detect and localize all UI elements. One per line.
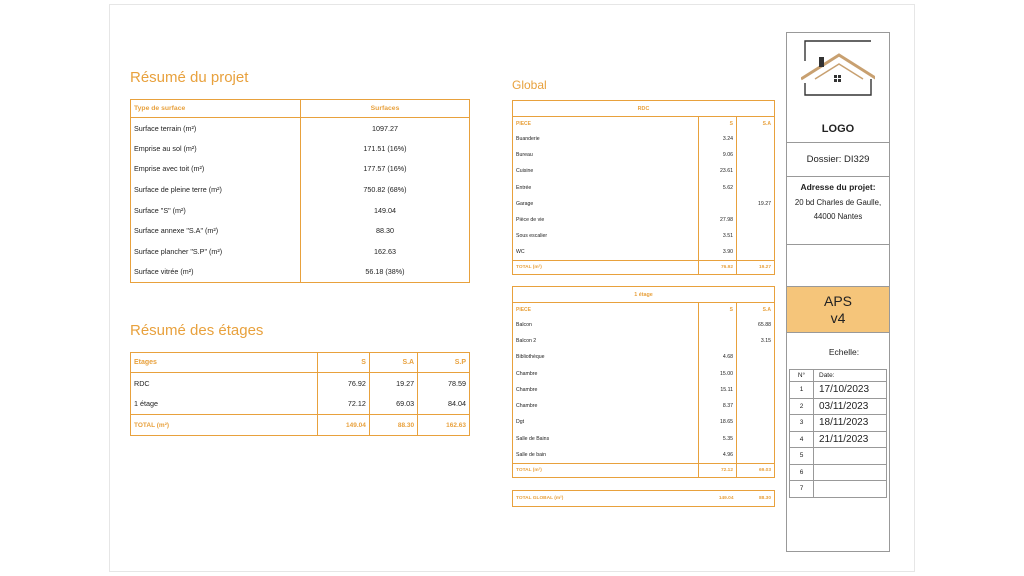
resume-etages-table <box>130 352 470 436</box>
room-row-cell: Dgt <box>513 414 699 430</box>
table-row <box>131 200 470 221</box>
table-row-cell: Surface annexe "S.A" (m²) <box>131 220 301 241</box>
total-row-cell: 88.30 <box>369 415 417 436</box>
room-row-cell: 3.90 <box>722 249 733 256</box>
room-row-cell: 4.68 <box>722 354 733 361</box>
table-row-cell: 88.30 <box>376 226 394 236</box>
column-header-row <box>513 117 775 131</box>
table-row <box>131 241 470 262</box>
room-row-cell: Cuisine <box>513 163 699 179</box>
table-header-row-cell: Type de surface <box>131 100 301 118</box>
date-row-cell: 21/11/2023 <box>814 431 887 448</box>
column-header-row-cell: S.A <box>737 117 775 131</box>
room-row-cell: WC <box>513 245 699 261</box>
date-row-cell: 17/10/2023 <box>814 382 887 399</box>
column-header-row-cell: S <box>729 306 733 313</box>
table-row-cell: 69.03 <box>369 394 417 415</box>
global-title: Global <box>512 78 547 92</box>
room-row <box>513 196 775 212</box>
table-row-cell: Surface "S" (m²) <box>131 200 301 221</box>
house-logo-icon <box>801 39 875 97</box>
room-row-cell: Bibliothèque <box>513 349 699 365</box>
total-row-cell: 19.27 <box>737 261 775 275</box>
room-row-cell: 5.62 <box>722 184 733 191</box>
room-row-cell <box>737 179 775 195</box>
room-row-cell: 3.24 <box>722 135 733 142</box>
room-row-cell: 23.61 <box>720 168 733 175</box>
table-row-cell: 171.51 (16%) <box>363 143 407 153</box>
room-row-cell <box>737 163 775 179</box>
date-row-cell <box>814 448 887 465</box>
room-row <box>513 382 775 398</box>
rdc-table <box>512 100 775 275</box>
date-row <box>790 382 887 399</box>
room-row-cell: Bureau <box>513 147 699 163</box>
floor-name: 1 étage <box>513 287 775 303</box>
room-row <box>513 179 775 195</box>
table-row-cell: 1097.27 <box>372 123 398 133</box>
table-header-row-cell: Etages <box>131 353 318 373</box>
column-header-row-cell: PIECE <box>513 303 699 317</box>
room-row-cell: 9.06 <box>722 151 733 158</box>
table-header-row-cell: S.P <box>418 353 470 373</box>
date-row-cell: 5 <box>790 448 814 465</box>
total-row-cell: 76.92 <box>699 261 737 275</box>
room-row-cell: Pièce de vie <box>513 212 699 228</box>
total-row-cell: TOTAL (m²) <box>513 463 699 477</box>
date-row <box>790 398 887 415</box>
total-row-cell: 149.04 <box>318 415 370 436</box>
date-row-cell <box>814 464 887 481</box>
room-row-cell <box>737 431 775 447</box>
total-global-sa: 88.30 <box>758 496 771 501</box>
table-row-cell: Emprise avec toit (m²) <box>131 159 301 180</box>
date-row-cell: 3 <box>790 415 814 432</box>
table-row-cell: Surface terrain (m²) <box>131 118 301 139</box>
total-row-cell: 72.12 <box>699 463 737 477</box>
room-row <box>513 245 775 261</box>
room-row-cell <box>699 333 737 349</box>
table-row-cell: Emprise au sol (m²) <box>131 138 301 159</box>
etage-table <box>512 286 775 478</box>
room-row-cell: 15.00 <box>720 370 733 377</box>
room-row-cell: 3.15 <box>737 333 775 349</box>
date-row-cell: 6 <box>790 464 814 481</box>
room-row <box>513 212 775 228</box>
floor-header-row <box>513 101 775 117</box>
empty-cell <box>787 245 889 287</box>
room-row-cell: 18.65 <box>720 419 733 426</box>
phase-label: APS <box>823 293 852 309</box>
room-row-cell: 4.96 <box>722 451 733 458</box>
room-row-cell: 3.51 <box>722 233 733 240</box>
room-row-cell <box>737 212 775 228</box>
room-row-cell: 27.98 <box>720 217 733 224</box>
total-row-cell: TOTAL (m²) <box>513 261 699 275</box>
logo-cell <box>787 33 889 143</box>
floor-header-row <box>513 287 775 303</box>
room-row-cell <box>699 196 737 212</box>
total-row <box>513 261 775 275</box>
dates-header-row <box>790 370 887 382</box>
table-header-row-cell: S <box>318 353 370 373</box>
room-row-cell: 5.35 <box>722 435 733 442</box>
room-row-cell <box>737 228 775 244</box>
table-row-cell: 72.12 <box>318 394 370 415</box>
table-row <box>131 179 470 200</box>
resume-projet-table <box>130 99 470 283</box>
total-global-s: 149.04 <box>718 496 734 501</box>
room-row <box>513 163 775 179</box>
room-row <box>513 365 775 381</box>
room-row-cell <box>737 245 775 261</box>
column-header-row <box>513 303 775 317</box>
date-row <box>790 464 887 481</box>
date-row-cell: 18/11/2023 <box>814 415 887 432</box>
table-header-row <box>131 353 470 373</box>
room-row-cell: Garage <box>513 196 699 212</box>
room-row-cell <box>737 131 775 147</box>
version-label: v4 <box>830 310 846 326</box>
total-row <box>513 463 775 477</box>
floor-name: RDC <box>513 101 775 117</box>
table-row-cell: 19.27 <box>369 373 417 394</box>
date-row <box>790 448 887 465</box>
table-row-cell: 149.04 <box>374 205 396 215</box>
column-header-row-cell: S.A <box>737 303 775 317</box>
total-row-cell: 162.63 <box>418 415 470 436</box>
date-row-cell: 1 <box>790 382 814 399</box>
document-sheet <box>109 4 915 572</box>
room-row-cell: Chambre <box>513 398 699 414</box>
room-row-cell: Balcon 2 <box>513 333 699 349</box>
table-row-cell: 177.57 (16%) <box>363 164 407 174</box>
table-row-cell: 1 étage <box>134 399 158 409</box>
column-header-row-cell: S <box>729 120 733 127</box>
table-header-row-cell: S.A <box>369 353 417 373</box>
room-row-cell <box>737 382 775 398</box>
title-block <box>786 32 890 552</box>
room-row-cell <box>737 349 775 365</box>
room-row-cell <box>699 317 737 333</box>
room-row <box>513 147 775 163</box>
room-row <box>513 431 775 447</box>
total-row <box>131 415 470 436</box>
table-row <box>131 394 470 415</box>
total-row-cell: 69.03 <box>737 463 775 477</box>
room-row <box>513 349 775 365</box>
date-row <box>790 481 887 498</box>
adresse-label: Adresse du projet: <box>800 182 876 192</box>
table-row-cell: 78.59 <box>418 373 470 394</box>
table-row <box>131 159 470 180</box>
room-row-cell <box>737 398 775 414</box>
table-row-cell: 750.82 (68%) <box>363 185 407 195</box>
total-row-cell: TOTAL (m²) <box>131 415 318 436</box>
room-row <box>513 228 775 244</box>
total-global-label: TOTAL GLOBAL (m²) <box>516 496 564 501</box>
table-row-cell: 76.92 <box>318 373 370 394</box>
date-row-cell: 4 <box>790 431 814 448</box>
revision-dates-table <box>789 369 887 498</box>
table-row-cell: Surface vitrée (m²) <box>131 262 301 283</box>
room-row-cell: 19.27 <box>737 196 775 212</box>
room-row-cell: Sous escalier <box>513 228 699 244</box>
room-row-cell: 8.37 <box>722 403 733 410</box>
column-header-row-cell: PIECE <box>513 117 699 131</box>
room-row-cell <box>737 414 775 430</box>
table-row-cell: 162.63 <box>374 246 396 256</box>
date-row <box>790 431 887 448</box>
table-row <box>131 138 470 159</box>
adresse-cell <box>787 177 889 245</box>
total-global-table <box>512 490 775 507</box>
room-row-cell <box>737 365 775 381</box>
room-row-cell: Salle de bain <box>513 447 699 463</box>
room-row-cell: Salle de Bains <box>513 431 699 447</box>
dossier-number: Dossier: DI329 <box>787 143 889 177</box>
room-row-cell <box>737 147 775 163</box>
date-row-cell: 7 <box>790 481 814 498</box>
table-row-cell: 56.18 (38%) <box>365 267 405 277</box>
room-row <box>513 131 775 147</box>
date-row-cell: 03/11/2023 <box>814 398 887 415</box>
room-row <box>513 317 775 333</box>
table-row <box>131 220 470 241</box>
room-row-cell: Chambre <box>513 365 699 381</box>
table-row-cell: RDC <box>134 378 150 388</box>
table-row-cell: Surface de pleine terre (m²) <box>131 179 301 200</box>
room-row <box>513 333 775 349</box>
logo-text: LOGO <box>821 123 855 135</box>
echelle-label: Echelle: <box>828 347 860 357</box>
phase-cell <box>787 287 889 333</box>
room-row-cell: Chambre <box>513 382 699 398</box>
table-row <box>131 118 470 139</box>
dates-header-row-cell: Date: <box>814 370 887 382</box>
table-row-cell: Surface plancher "S.P" (m²) <box>131 241 301 262</box>
room-row-cell: Entrée <box>513 179 699 195</box>
resume-projet-title: Résumé du projet <box>130 69 249 86</box>
adresse-value: 20 bd Charles de Gaulle, 44000 Nantes <box>794 198 882 221</box>
room-row-cell: 15.11 <box>720 386 733 393</box>
table-row <box>131 373 470 394</box>
table-row-cell: 84.04 <box>418 394 470 415</box>
table-row <box>131 262 470 283</box>
table-header-row <box>131 100 470 118</box>
dates-header-row-cell: N° <box>790 370 814 382</box>
date-row-cell <box>814 481 887 498</box>
room-row <box>513 414 775 430</box>
room-row-cell: Buanderie <box>513 131 699 147</box>
total-global-row <box>513 491 775 507</box>
resume-etages-title: Résumé des étages <box>130 322 264 339</box>
room-row-cell <box>737 447 775 463</box>
room-row-cell: 65.88 <box>737 317 775 333</box>
room-row-cell: Balcon <box>513 317 699 333</box>
table-header-row-cell: Surfaces <box>301 100 470 118</box>
room-row <box>513 447 775 463</box>
room-row <box>513 398 775 414</box>
date-row-cell: 2 <box>790 398 814 415</box>
date-row <box>790 415 887 432</box>
